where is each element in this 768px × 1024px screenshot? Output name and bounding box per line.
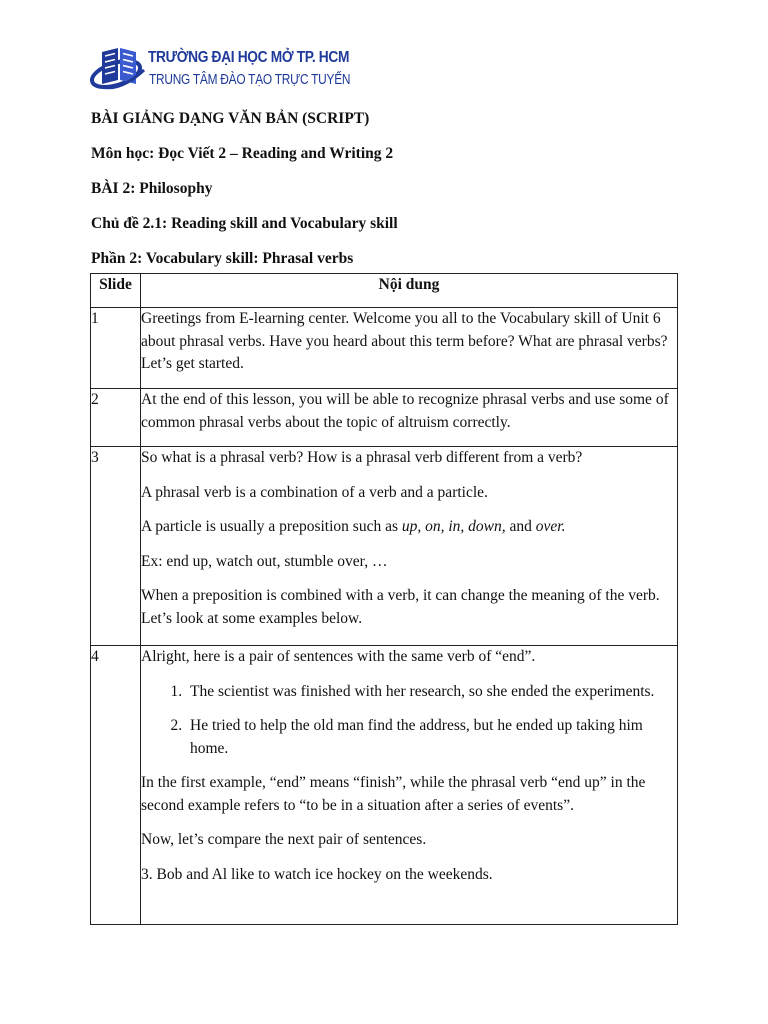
university-logo: [88, 40, 351, 100]
script-table: [90, 273, 678, 925]
list-item: 1. The scientist was finished with her research, so she ended the experiments.: [186, 681, 677, 704]
content-paragraph: When a preposition is combined with a verb, it can change the meaning of the verb. Let’s look at some examples below.: [141, 587, 660, 627]
document-title: BÀI GIẢNG DẠNG VĂN BẢN (SCRIPT): [91, 110, 370, 127]
particle-last-example: over.: [535, 518, 566, 535]
table-row: [91, 646, 678, 925]
slide-content: [141, 646, 678, 925]
list-item: 2. He tried to help the old man find the address, but he ended up taking him home.: [186, 715, 677, 760]
column-header-slide: Slide: [91, 274, 141, 308]
table-row: [91, 447, 678, 646]
content-paragraph: In the first example, “end” means “finish”, while the phrasal verb “end up” in the second example refers to “to be in a situation after a series of events”.: [141, 774, 646, 814]
lesson-name: BÀI 2: Philosophy: [91, 180, 213, 197]
table-row: [91, 308, 678, 389]
table-row: [91, 389, 678, 447]
content-paragraph: Alright, here is a pair of sentences with the same verb of “end”.: [141, 648, 536, 665]
logo-center-name: TRUNG TÂM ĐÀO TẠO TRỰC TUYẾN: [149, 72, 351, 88]
slide-number: 1: [91, 308, 141, 389]
book-globe-icon: [88, 40, 150, 100]
particle-intro-text: A particle is usually a preposition such as: [141, 518, 402, 535]
content-paragraph: So what is a phrasal verb? How is a phrasal verb different from a verb?: [141, 449, 583, 466]
part-name: Phần 2: Vocabulary skill: Phrasal verbs: [91, 250, 354, 267]
topic-name: Chủ đề 2.1: Reading skill and Vocabulary skill: [91, 215, 398, 232]
content-paragraph: Ex: end up, watch out, stumble over, …: [141, 552, 388, 570]
content-paragraph: Now, let’s compare the next pair of sentences.: [141, 831, 427, 848]
particle-examples: up, on, in, down,: [401, 518, 506, 535]
content-paragraph: [141, 516, 677, 539]
slide-content: [141, 389, 678, 447]
content-paragraph: At the end of this lesson, you will be able to recognize phrasal verbs and use some of common phrasal verbs about the topic of altruism correctly.: [141, 391, 669, 431]
example-list: [141, 681, 677, 761]
course-name: Môn học: Đọc Viết 2 – Reading and Writing 2: [91, 145, 394, 162]
slide-number: 2: [91, 389, 141, 447]
particle-and-text: and: [505, 518, 536, 535]
content-paragraph: A phrasal verb is a combination of a verb and a particle.: [141, 483, 488, 501]
logo-university-name: TRƯỜNG ĐẠI HỌC MỞ TP. HCM: [148, 49, 350, 66]
slide-content: [141, 308, 678, 389]
slide-number: 4: [91, 646, 141, 925]
table-header-row: [91, 274, 678, 308]
content-paragraph: Greetings from E-learning center. Welcome you all to the Vocabulary skill of Unit 6 about phrasal verbs. Have you heard about this term before? What are phrasal verbs? Let’s get started.: [141, 310, 668, 372]
slide-content: [141, 447, 678, 646]
column-header-content: Nội dung: [141, 274, 678, 308]
slide-number: 3: [91, 447, 141, 646]
content-paragraph: 3. Bob and Al like to watch ice hockey on the weekends.: [141, 865, 493, 883]
